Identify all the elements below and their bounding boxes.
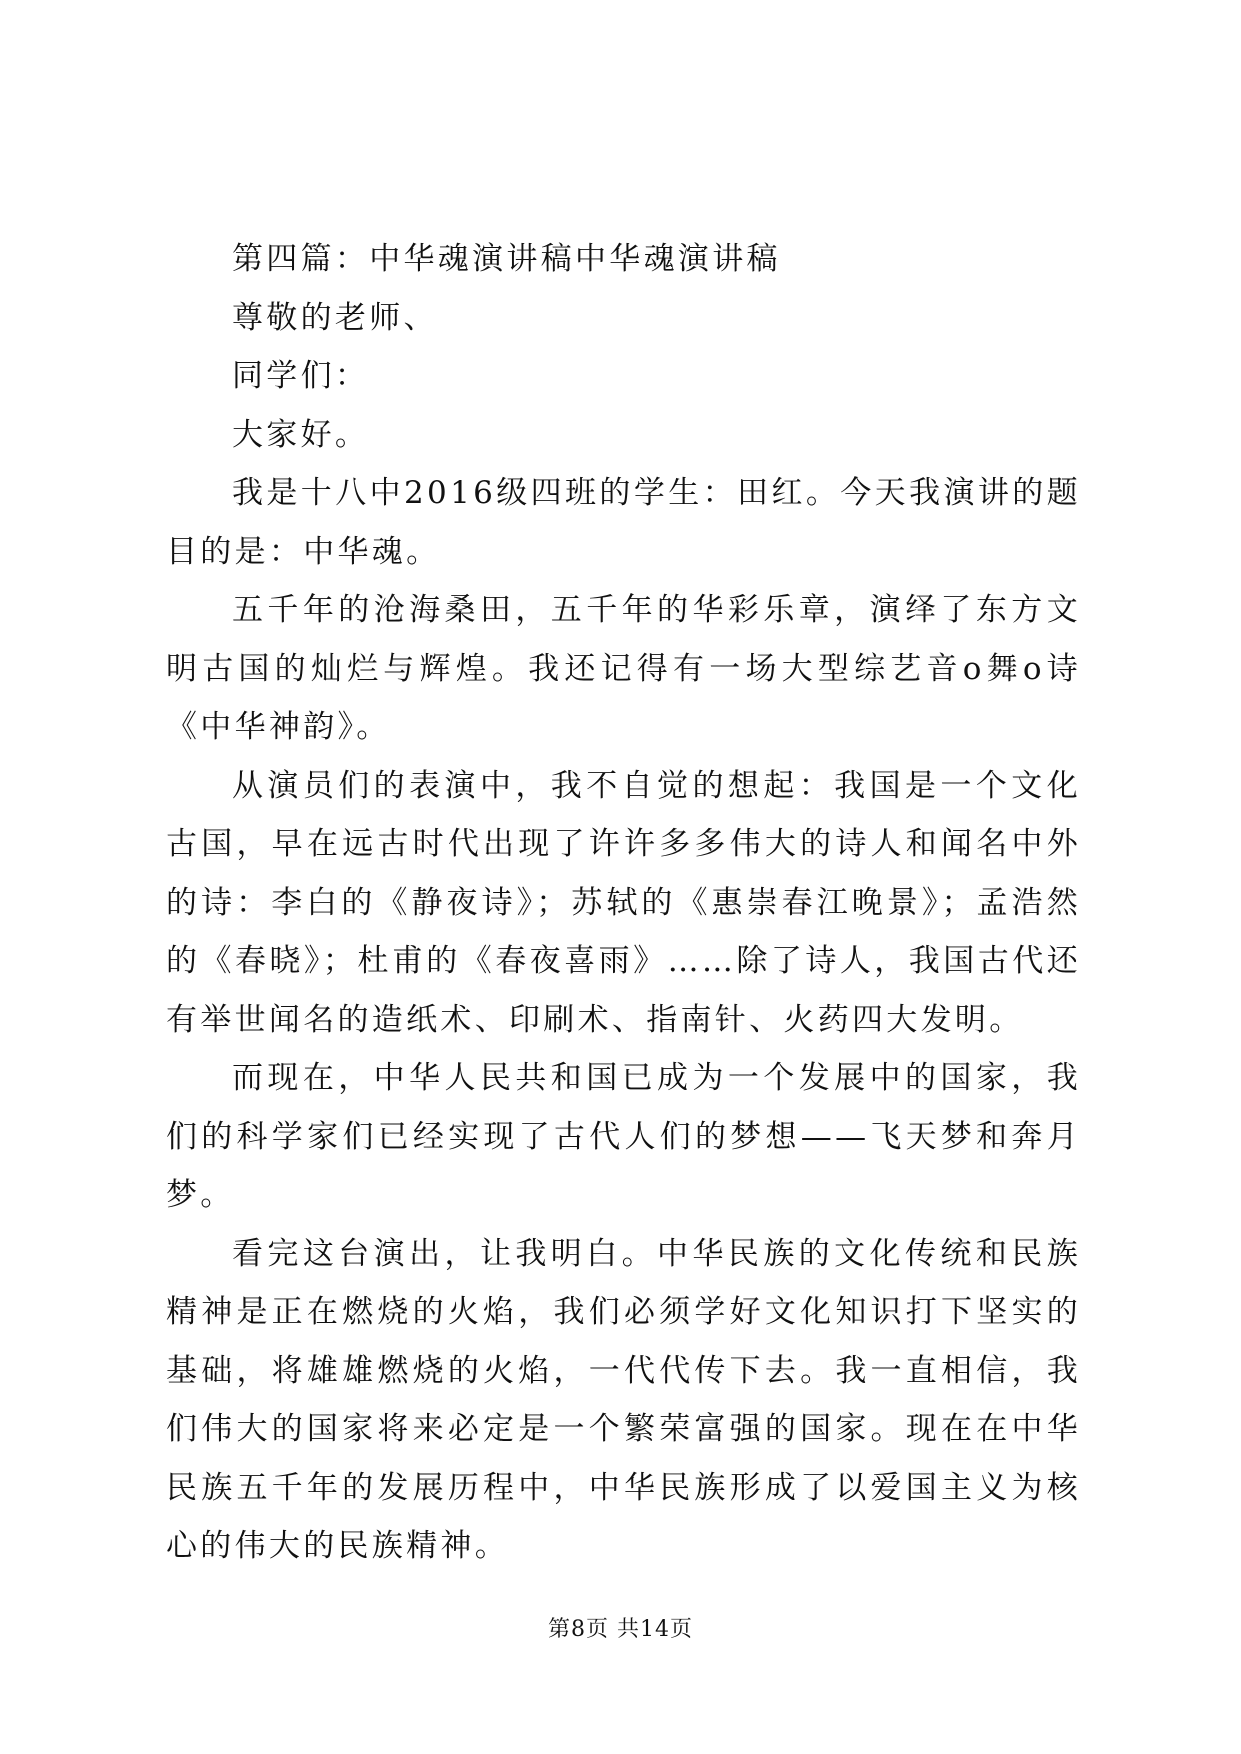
page-number-footer: 第8页 共14页 — [548, 1617, 693, 1642]
greeting: 大家好。 — [232, 416, 370, 453]
salutation-line-1: 尊敬的老师、 — [232, 299, 438, 336]
paragraph-history: 五千年的沧海桑田，五千年的华彩乐章，演绎了东方文明古国的灿烂与辉煌。我还记得有一场大型综艺音o舞o诗《中华神韵》。 — [166, 592, 1081, 745]
paragraph-poets-inventions: 从演员们的表演中，我不自觉的想起：我国是一个文化古国，早在远古时代出现了许许多多伟大的诗人和闻名中外的诗：李白的《静夜诗》；苏轼的《惠崇春江晚景》；孟浩然的《春晓》；杜甫的《春夜喜雨》……除了诗人，我国古代还有举世闻名的造纸术、印刷术、指南针、火药四大发明。 — [166, 767, 1081, 1038]
paragraph-national-spirit: 看完这台演出，让我明白。中华民族的文化传统和民族精神是正在燃烧的火焰，我们必须学好文化知识打下坚实的基础，将雄雄燃烧的火焰，一代代传下去。我一直相信，我们伟大的国家将来必定是一个繁荣富强的国家。现在在中华民族五千年的发展历程中，中华民族形成了以爱国主义为核心的伟大的民族精神。 — [166, 1235, 1081, 1564]
paragraph-modern-china: 而现在，中华人民共和国已成为一个发展中的国家，我们的科学家们已经实现了古代人们的梦想——飞天梦和奔月梦。 — [166, 1060, 1081, 1213]
section-title: 第四篇：中华魂演讲稿中华魂演讲稿 — [232, 241, 781, 277]
salutation-line-2: 同学们： — [232, 358, 370, 394]
paragraph-intro: 我是十八中2016级四班的学生：田红。今天我演讲的题目的是：中华魂。 — [166, 475, 1081, 570]
document-body — [166, 230, 1081, 1576]
